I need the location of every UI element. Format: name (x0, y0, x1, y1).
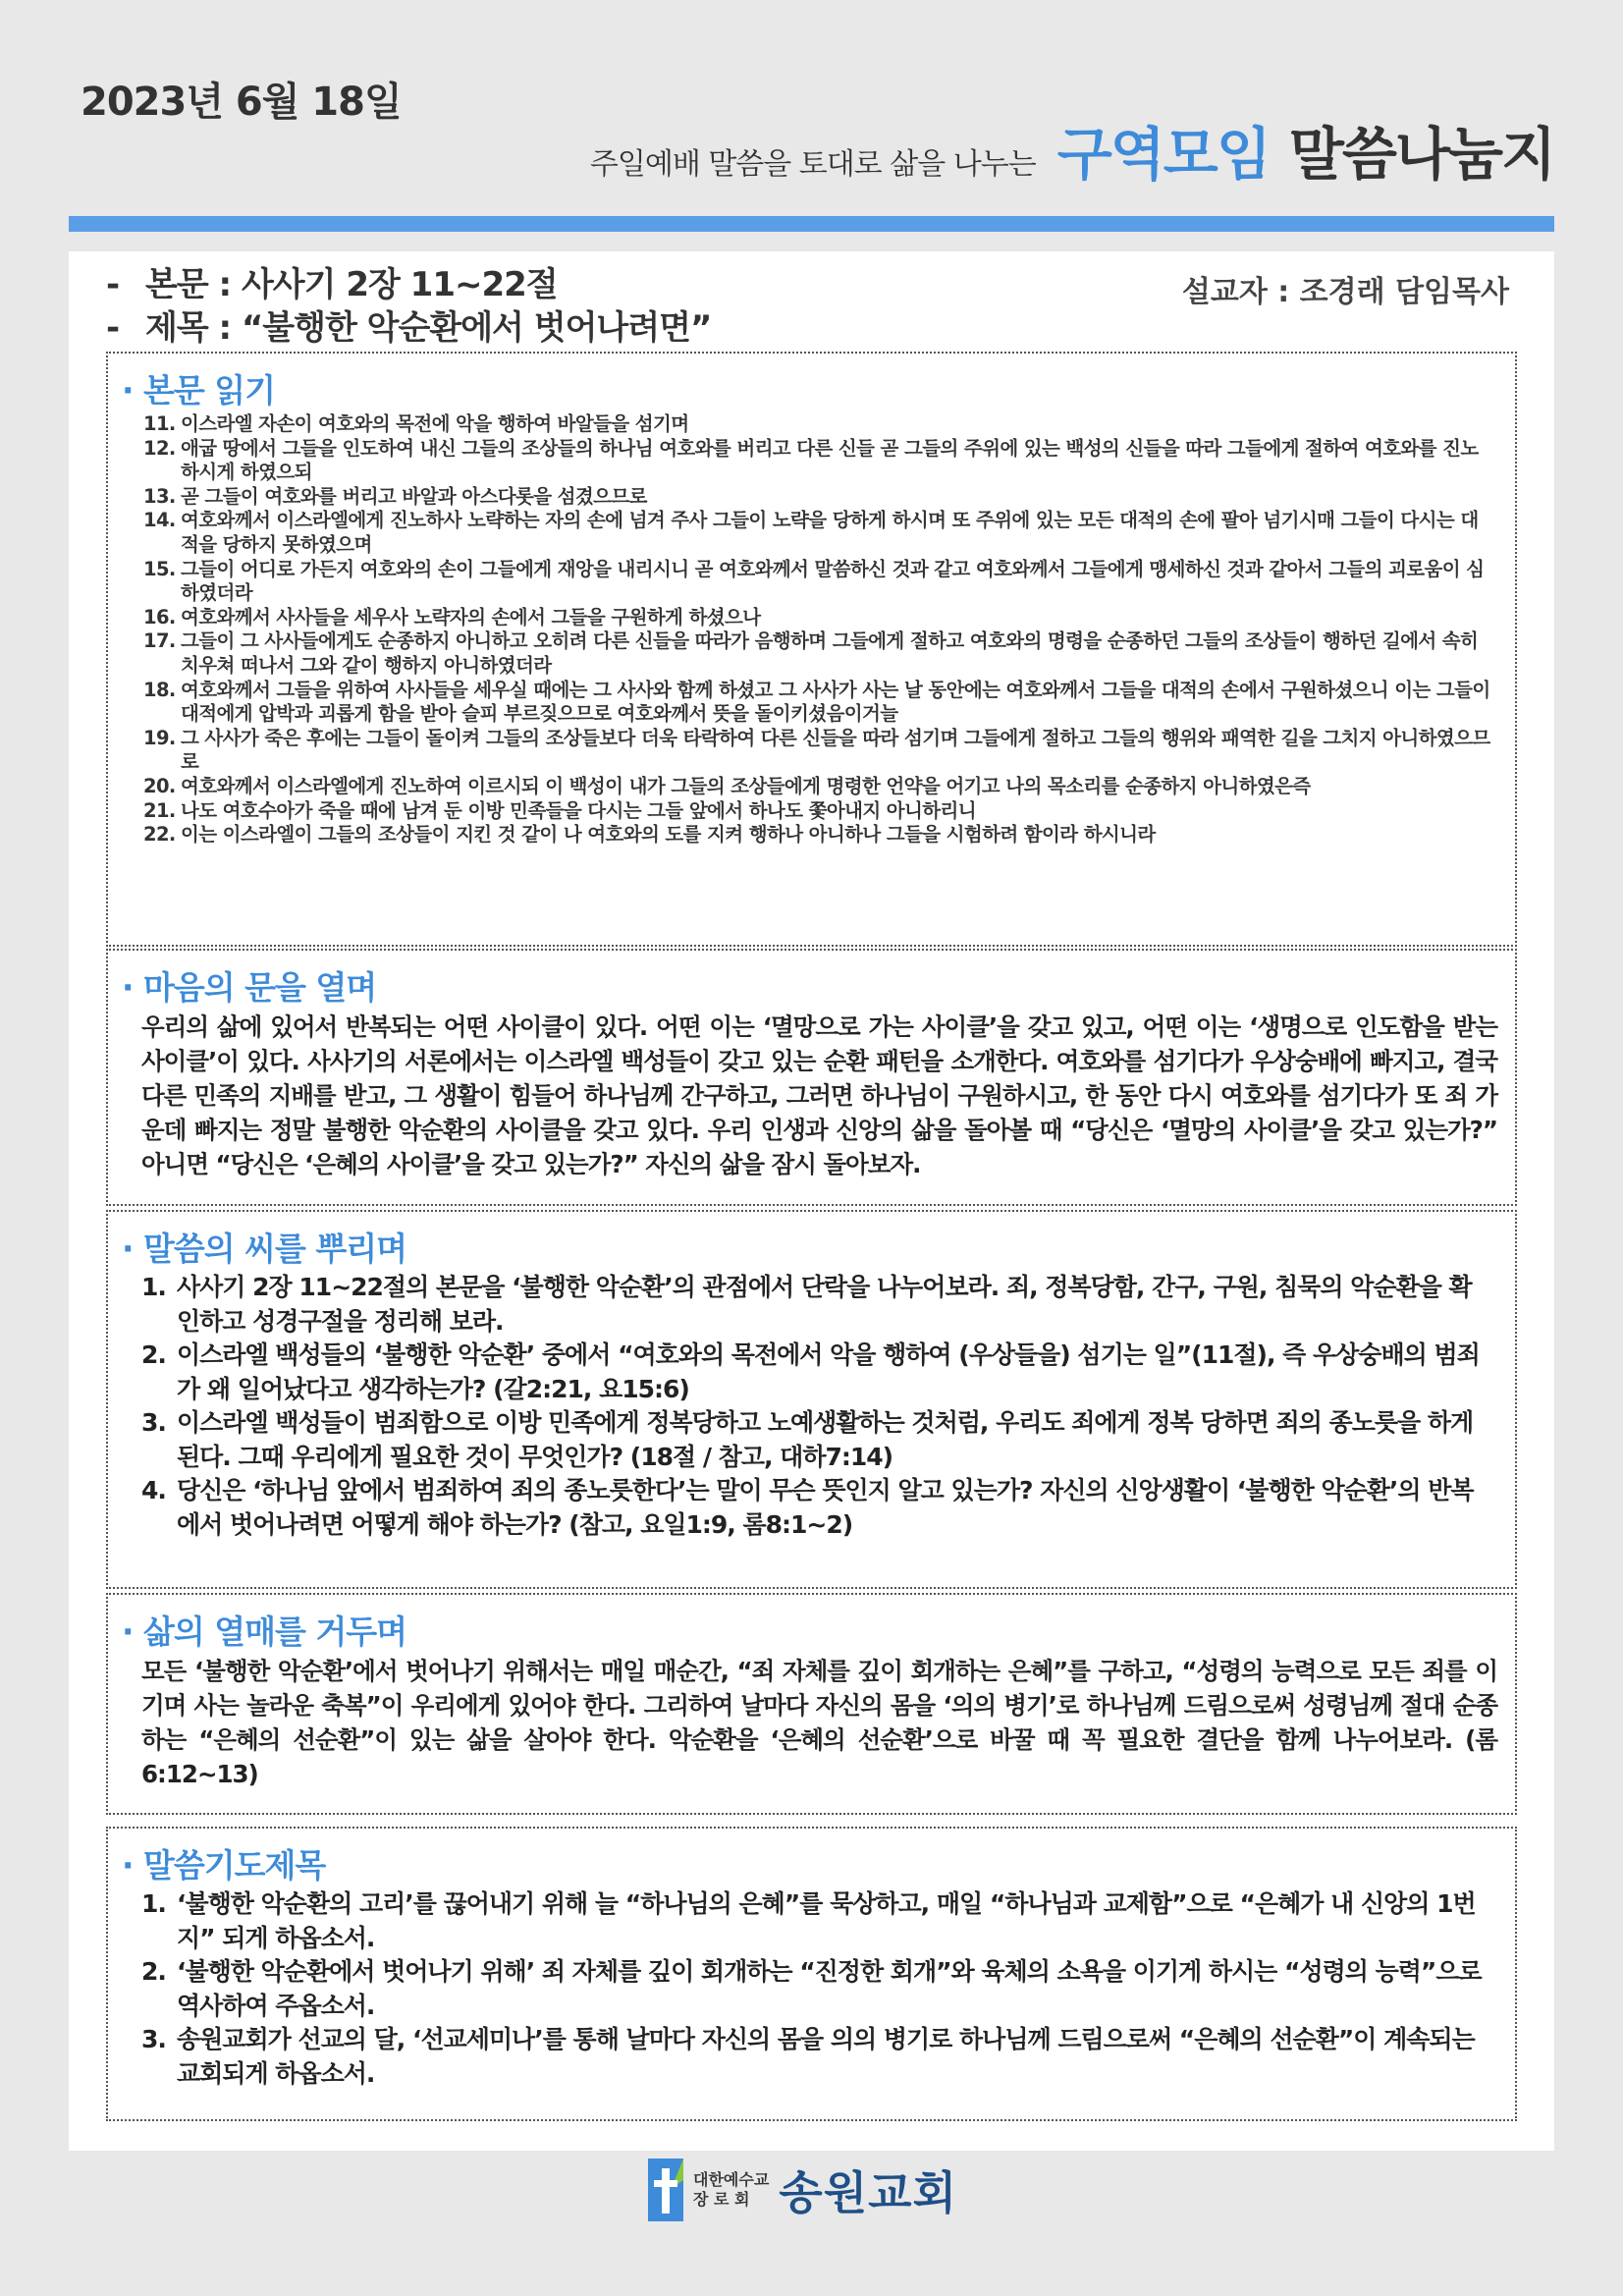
verse-list (143, 412, 1491, 847)
section-paragraph: 우리의 삶에 있어서 반복되는 어떤 사이클이 있다. 어떤 이는 ‘멸망으로 가는 사이클’을 갖고 있고, 어떤 이는 ‘생명으로 인도함을 받는 사이클’이 있다. 사사기의 서론에서는 이스라엘 백성들이 갖고 있는 순환 패턴을 소개한다. 여호와를 섬기다가 우상숭배에 빠지고, 결국 다른 민족의 지배를 받고, 그 생활이 힘들어 하나님께 간구하고, 그러면 하나님이 구원하시고, 한 동안 다시 여호와를 섬기다가 또 죄 가운데 빠지는 정말 불행한 악순환의 사이클을 갖고 있다. 우리 인생과 신앙의 삶을 돌아볼 때 “당신은 ‘멸망의 사이클’을 갖고 있는가?” 아니면 “당신은 ‘은혜의 사이클’을 갖고 있는가?” 자신의 삶을 잠시 돌아보자. (141, 1012, 1497, 1178)
item-text: 사사기 2장 11~22절의 본문을 ‘불행한 악순환’의 관점에서 단락을 나누어보라. 죄, 정복당함, 간구, 구원, 침묵의 악순환을 확인하고 성경구절을 정리해 보라. (177, 1273, 1472, 1336)
verse-item (143, 437, 1491, 485)
verse-number: 17. (143, 629, 176, 653)
verse-number: 14. (143, 509, 176, 532)
denomination-top: 대한예수교 (693, 2170, 770, 2189)
verse-number: 15. (143, 557, 176, 580)
verse-number: 12. (143, 436, 176, 460)
section-title: · 마음의 문을 열며 (122, 968, 377, 1007)
verse-text: 그들이 어디로 가든지 여호와의 손이 그들에게 재앙을 내리시니 곧 여호와께서 말씀하신 것과 같고 여호와께서 그들에게 맹세하신 것과 같아서 그들의 괴로움이 심하였더라 (181, 557, 1485, 605)
church-name: 송원교회 (779, 2166, 958, 2219)
title-accent: 구역모임 (1056, 121, 1270, 188)
verse-number: 16. (143, 605, 176, 629)
page-title (590, 108, 1554, 191)
verse-item (143, 679, 1491, 727)
title-main: 말씀나눔지 (1288, 121, 1554, 188)
verse-item (143, 629, 1491, 678)
verse-number: 11. (143, 412, 176, 435)
verse-text: 여호와께서 이스라엘에게 진노하여 이르시되 이 백성이 내가 그들의 조상들에게 명령한 언약을 어기고 나의 목소리를 순종하지 아니하였은즉 (181, 774, 1311, 797)
denomination-bottom: 장 로 회 (693, 2190, 750, 2209)
question-list (141, 1271, 1486, 1542)
verse-number: 18. (143, 678, 176, 701)
verse-item (143, 775, 1491, 799)
section-title: · 삶의 열매를 거두며 (122, 1613, 407, 1651)
verse-number: 19. (143, 726, 176, 749)
bulletin-sheet (69, 251, 1554, 2151)
section-fruit (106, 1593, 1517, 1815)
list-item (141, 1271, 1486, 1339)
item-text: 이스라엘 백성들이 범죄함으로 이방 민족에게 정복당하고 노예생활하는 것처럼, 우리도 죄에게 정복 당하면 죄의 종노릇을 하게 된다. 그때 우리에게 필요한 것이 무엇인가? (18절 / 참고, 대하7:14) (177, 1408, 1474, 1471)
sermon-title (106, 301, 711, 349)
verse-item (143, 485, 1491, 510)
section-title: · 말씀기도제목 (122, 1846, 326, 1885)
verse-item (143, 727, 1491, 775)
section-seeds (106, 1210, 1517, 1589)
verse-text: 나도 여호수아가 죽을 때에 남겨 둔 이방 민족들을 다시는 그들 앞에서 하나도 쫓아내지 아니하리니 (181, 798, 976, 822)
verse-text: 여호와께서 사사들을 세우사 노략자의 손에서 그들을 구원하게 하셨으나 (181, 605, 761, 629)
item-number: 1. (141, 1273, 166, 1301)
list-item (141, 2023, 1486, 2091)
bullet-dash: - (106, 308, 120, 348)
verse-text: 그들이 그 사사들에게도 순종하지 아니하고 오히려 다른 신들을 따라가 음행하며 그들에게 절하고 여호와의 명령을 순종하던 그들의 조상들이 행하던 길에서 속히 치우쳐 떠나서 그와 같이 행하지 아니하였더라 (181, 629, 1479, 677)
list-item (141, 1406, 1486, 1474)
item-text: ‘불행한 악순환에서 벗어나기 위해’ 죄 자체를 깊이 회개하는 “진정한 회개”와 육체의 소욕을 이기게 하시는 “성령의 능력”으로 역사하여 주옵소서. (177, 1957, 1482, 2020)
section-paragraph: 모든 ‘불행한 악순환’에서 벗어나기 위해서는 매일 매순간, “죄 자체를 깊이 회개하는 은혜”를 구하고, “성령의 능력으로 모든 죄를 이기며 사는 놀라운 축복”이 우리에게 있어야 한다. 그리하여 날마다 자신의 몸을 ‘의의 병기’로 하나님께 드림으로써 성령님께 절대 순종하는 “은혜의 선순환”이 있는 삶을 살아야 한다. 악순환을 ‘은혜의 선순환’으로 바꿀 때 꼭 필요한 결단을 함께 나누어보라. (롬6:12~13) (141, 1657, 1497, 1788)
verse-text: 이는 이스라엘이 그들의 조상들이 지킨 것 같이 나 여호와의 도를 지켜 행하나 아니하나 그들을 시험하려 함이라 하시니라 (181, 823, 1156, 847)
title-subtitle: 주일예배 말씀을 토대로 삶을 나누는 (589, 147, 1036, 182)
section-title: · 말씀의 씨를 뿌리며 (122, 1230, 407, 1268)
item-number: 3. (141, 1408, 166, 1437)
list-item (141, 1887, 1486, 1955)
sermon-title-text: 제목 : “불행한 악순환에서 벗어나려면” (145, 308, 712, 348)
date: 2023년 6월 18일 (81, 80, 402, 125)
verse-text: 곧 그들이 여호와를 버리고 바알과 아스다롯을 섬겼으므로 (181, 484, 647, 508)
scripture-text: 본문 : 사사기 2장 11~22절 (145, 265, 558, 304)
verse-number: 21. (143, 798, 176, 822)
section-prayer (106, 1827, 1517, 2121)
verse-item (143, 606, 1491, 630)
item-text: ‘불행한 악순환의 고리’를 끊어내기 위해 늘 “하나님의 은혜”를 묵상하고, 매일 “하나님과 교제함”으로 “은혜가 내 신앙의 1번지” 되게 하옵소서. (177, 1889, 1476, 1952)
item-text: 송원교회가 선교의 달, ‘선교세미나’를 통해 날마다 자신의 몸을 의의 병기로 하나님께 드림으로써 “은혜의 선순환”이 계속되는 교회되게 하옵소서. (177, 2025, 1475, 2088)
item-text: 이스라엘 백성들의 ‘불행한 악순환’ 중에서 “여호와의 목전에서 악을 행하여 (우상들을) 섬기는 일”(11절), 즉 우상숭배의 범죄가 왜 일어났다고 생각하는가? (갈2:21, 요15:6) (177, 1340, 1480, 1403)
section-reading (106, 352, 1517, 947)
verse-item (143, 799, 1491, 824)
list-item (141, 1474, 1486, 1542)
verse-text: 여호와께서 그들을 위하여 사사들을 세우실 때에는 그 사사와 함께 하셨고 그 사사가 사는 날 동안에는 여호와께서 그들을 대적의 손에서 구원하셨으니 이는 그들이 대적에게 압박과 괴롭게 함을 받아 슬피 부르짖으므로 여호와께서 뜻을 돌이키셨음이거늘 (181, 678, 1490, 726)
verse-item (143, 823, 1491, 847)
item-number: 1. (141, 1889, 166, 1918)
verse-item (143, 509, 1491, 557)
verse-text: 애굽 땅에서 그들을 인도하여 내신 그들의 조상들의 하나님 여호와를 버리고 다른 신들 곧 그들의 주위에 있는 백성의 신들을 따라 그들에게 절하여 여호와를 진노하시게 하였으되 (181, 436, 1479, 484)
list-item (141, 1339, 1486, 1406)
bullet-dash: - (106, 265, 120, 304)
verse-number: 20. (143, 774, 176, 797)
item-number: 3. (141, 2025, 166, 2053)
cross-icon (648, 2159, 683, 2221)
verse-text: 그 사사가 죽은 후에는 그들이 돌이켜 그들의 조상들보다 더욱 타락하여 다른 신들을 따라 섬기며 그들에게 절하고 그들의 행위와 패역한 길을 그치지 아니하였으므로 (181, 726, 1490, 774)
verse-item (143, 412, 1491, 437)
item-number: 2. (141, 1340, 166, 1369)
verse-text: 여호와께서 이스라엘에게 진노하사 노략하는 자의 손에 넘겨 주사 그들이 노략을 당하게 하시며 또 주위에 있는 모든 대적의 손에 팔아 넘기시매 그들이 다시는 대적을 당하지 못하였으며 (181, 509, 1479, 556)
denomination (693, 2170, 769, 2210)
verse-number: 22. (143, 823, 176, 847)
section-open-heart (106, 949, 1517, 1206)
scripture-reference (106, 257, 558, 305)
item-number: 2. (141, 1957, 166, 1986)
verse-text: 이스라엘 자손이 여호와의 목전에 악을 행하여 바알들을 섬기며 (181, 412, 689, 435)
item-text: 당신은 ‘하나님 앞에서 범죄하여 죄의 종노릇한다’는 말이 무슨 뜻인지 알고 있는가? 자신의 신앙생활이 ‘불행한 악순환’의 반복에서 벗어나려면 어떻게 해야 하는가? (참고, 요일1:9, 롬8:1~2) (177, 1476, 1474, 1539)
church-logo (648, 2159, 957, 2221)
item-number: 4. (141, 1476, 166, 1504)
verse-item (143, 558, 1491, 606)
header-divider (69, 216, 1554, 232)
verse-number: 13. (143, 484, 176, 508)
list-item (141, 1955, 1486, 2023)
section-title: · 본문 읽기 (122, 371, 276, 410)
preacher: 설교자 : 조경래 담임목사 (1181, 275, 1509, 309)
prayer-list (141, 1887, 1486, 2091)
